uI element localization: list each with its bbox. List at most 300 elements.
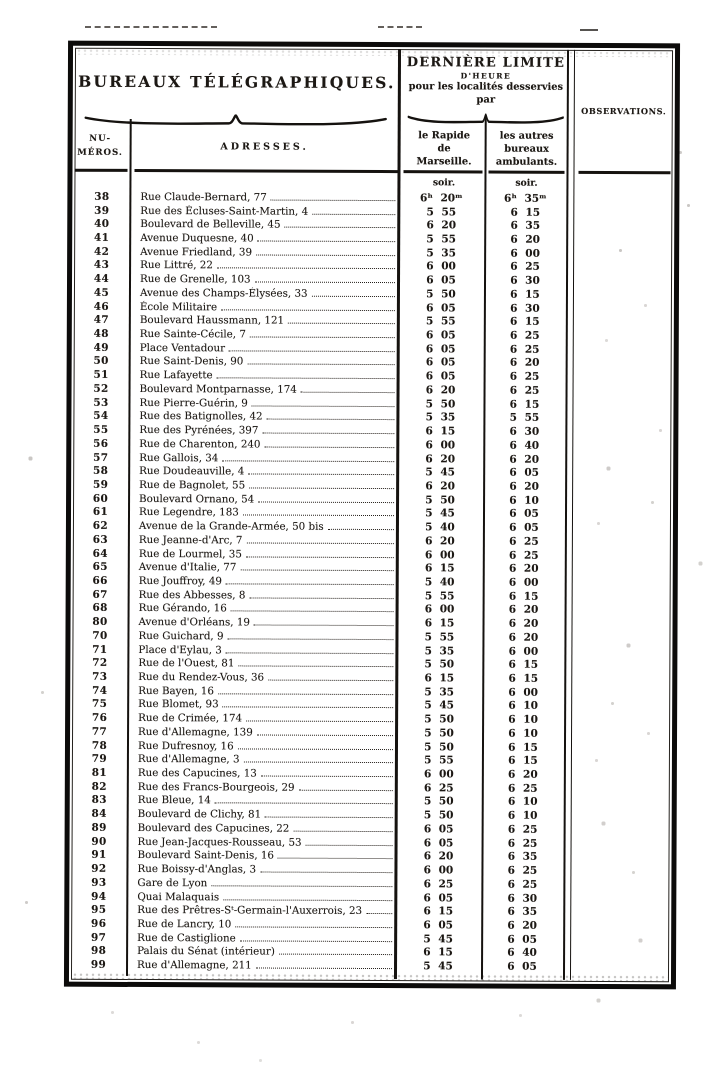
scan-worn-band-bottom: [72, 973, 668, 982]
row-address: [126, 877, 395, 890]
dotted-leader: [293, 831, 392, 832]
row-time-autres: 6ʰ 35ᵐ: [503, 192, 547, 205]
row-address-text: École Militaire: [139, 300, 218, 313]
dotted-leader: [258, 501, 394, 503]
row-number: 68: [92, 602, 108, 615]
row-number: 99: [90, 958, 107, 971]
row-time-autres: 6 00: [508, 686, 539, 699]
row-address: [126, 849, 395, 862]
row-address-text: Rue d'Allemagne, 139: [138, 725, 253, 739]
row-address: [129, 301, 398, 314]
row-address-text: Rue de Grenelle, 103: [140, 273, 251, 286]
row-address-text: Rue de Lourmel, 35: [138, 547, 242, 560]
row-address: [128, 547, 397, 560]
row-address-text: Rue Bayen, 16: [138, 684, 214, 698]
dotted-leader: [240, 940, 392, 942]
row-time-autres: 6 20: [507, 919, 538, 932]
autres-line3: ambulants.: [495, 156, 558, 168]
row-time-autres: 6 10: [509, 494, 539, 507]
row-address-text: Rue de Crimée, 174: [138, 712, 243, 725]
row-number: 44: [93, 272, 110, 286]
row-address: [129, 232, 398, 245]
row-address-text: Rue Saint-Denis, 90: [139, 355, 244, 368]
row-number: 71: [92, 643, 108, 656]
row-time-rapide: 6 15: [423, 946, 453, 959]
row-number: 93: [91, 876, 107, 889]
row-number: 82: [91, 780, 107, 793]
row-address: [128, 602, 397, 615]
row-number: 39: [94, 204, 110, 217]
brace-decoration-left: [83, 114, 389, 128]
row-address: [129, 218, 398, 231]
row-number: 55: [93, 423, 109, 436]
row-address-text: Rue Doudeauville, 4: [139, 465, 245, 478]
row-address-text: Rue de Castiglione: [137, 931, 236, 945]
row-time-autres: 6 25: [509, 343, 540, 356]
row-address: [127, 794, 396, 807]
row-address: [128, 493, 397, 506]
row-address: [128, 397, 397, 410]
row-time-rapide: 5 50: [425, 397, 456, 411]
row-address-text: Rue Jouffroy, 49: [138, 574, 222, 588]
row-number: 50: [93, 355, 109, 368]
dotted-leader: [231, 611, 394, 613]
row-time-rapide: 6 25: [423, 781, 454, 795]
row-time-autres: 6 35: [507, 905, 538, 918]
header-rule-adresses: [134, 169, 397, 173]
row-number: 95: [91, 904, 107, 917]
row-time-rapide: 5 55: [424, 631, 455, 644]
row-number: 57: [93, 451, 109, 464]
row-time-autres: 6 10: [508, 727, 538, 740]
row-time-rapide: 6 05: [426, 274, 456, 287]
row-time-autres: 6 25: [507, 782, 538, 795]
row-time-autres: 6 40: [507, 946, 537, 960]
row-number: 77: [91, 725, 108, 738]
dotted-leader: [366, 913, 392, 914]
dotted-leader: [235, 926, 392, 928]
row-number: 66: [92, 574, 108, 587]
row-address: [128, 465, 397, 478]
row-address-text: Rue Legendre, 183: [138, 506, 239, 519]
row-time-rapide: 6 05: [423, 891, 454, 904]
row-time-rapide: 6 20: [425, 452, 456, 465]
row-number: 42: [93, 245, 110, 258]
row-address: [127, 781, 396, 794]
row-time-autres: 6 15: [510, 206, 541, 219]
dotted-leader: [301, 392, 395, 393]
row-time-autres: 6 05: [509, 521, 539, 534]
dotted-leader: [211, 885, 392, 887]
rapide-line1: le Rapide: [418, 130, 471, 142]
row-time-autres: 6 25: [510, 261, 540, 274]
row-number: 89: [91, 821, 107, 834]
row-time-autres: 6 25: [509, 535, 539, 548]
header-rule-observations: [578, 171, 670, 174]
row-address: [126, 959, 395, 972]
table-body: [71, 190, 672, 975]
row-time-autres: 6 35: [510, 219, 541, 233]
row-time-rapide: 6 00: [423, 864, 454, 877]
row-address: [127, 726, 396, 739]
row-time-rapide: 5 35: [426, 246, 456, 260]
row-time-rapide: 6 20: [425, 535, 455, 548]
row-address: [129, 314, 398, 327]
row-number: 83: [91, 794, 107, 807]
dotted-leader: [244, 762, 393, 764]
row-time-autres: 6 00: [508, 576, 539, 589]
row-time-autres: 6 25: [509, 384, 540, 397]
row-address: [127, 685, 396, 698]
row-time-rapide: 6 15: [423, 905, 454, 918]
row-number: 65: [92, 561, 108, 574]
row-address-text: Boulevard Haussmann, 121: [139, 314, 285, 327]
row-number: 45: [93, 286, 110, 299]
dotted-leader: [229, 350, 395, 352]
row-address: [127, 753, 396, 766]
dotted-leader: [218, 693, 393, 695]
row-address-text: Rue Blomet, 93: [138, 698, 219, 711]
dotted-leader: [256, 254, 395, 256]
dotted-leader: [262, 433, 394, 435]
row-time-autres: 6 15: [510, 315, 540, 329]
scan-worn-band-top: [76, 49, 672, 58]
row-time-autres: 6 15: [508, 672, 539, 685]
row-address: [127, 671, 396, 684]
row-time-rapide: 6 05: [425, 342, 456, 356]
row-time-autres: 6 30: [510, 274, 540, 287]
row-number: 40: [94, 218, 110, 231]
row-address-text: Boulevard Ornano, 54: [139, 492, 255, 506]
row-time-autres: 6 25: [509, 370, 540, 383]
row-address: [128, 479, 397, 492]
derniere-limite-line4: par: [476, 94, 496, 106]
row-address-text: Boulevard de Belleville, 45: [140, 218, 281, 231]
row-address: [127, 836, 396, 849]
row-address-text: Place Ventadour: [139, 341, 226, 355]
dotted-leader: [223, 707, 394, 709]
row-time-rapide: 6 05: [425, 329, 456, 342]
row-time-rapide: 6 00: [424, 768, 454, 781]
row-time-autres: 6 15: [508, 658, 539, 672]
row-number: 96: [91, 917, 107, 930]
row-time-autres: 6 05: [507, 960, 537, 973]
column-header-observations: OBSERVATIONS.: [581, 105, 667, 117]
row-time-rapide: 5 40: [425, 521, 455, 534]
row-number: 63: [92, 533, 109, 546]
scan-dash-mark: [378, 26, 422, 28]
row-time-rapide: 5 35: [424, 644, 455, 657]
row-number: 79: [91, 753, 108, 766]
row-address-text: Avenue d'Orléans, 19: [138, 616, 250, 629]
row-number: 84: [91, 807, 107, 821]
row-address-text: Rue des Prêtres-Sᵗ-Germain-l'Auxerrois, 23: [137, 904, 363, 918]
dotted-leader: [221, 309, 395, 311]
row-address-text: Rue de Charenton, 240: [139, 437, 261, 451]
row-address: [127, 712, 396, 725]
row-number: 58: [93, 465, 109, 478]
row-time-autres: 6 30: [507, 892, 538, 905]
row-number: 70: [92, 629, 108, 642]
row-time-autres: 6 15: [508, 741, 538, 754]
scan-speckles: [0, 0, 1, 1]
row-time-autres: 6 20: [508, 562, 539, 575]
row-time-autres: 6 05: [507, 933, 537, 946]
row-time-rapide: 5 50: [424, 658, 455, 671]
dotted-leader: [279, 954, 392, 955]
row-time-autres: 6 10: [508, 713, 538, 726]
dotted-leader: [222, 460, 394, 462]
row-number: 41: [94, 231, 110, 244]
row-address-text: Rue des Capucines, 13: [137, 767, 257, 780]
row-number: 49: [93, 341, 109, 354]
row-time-rapide: 6 20: [425, 384, 456, 397]
row-time-autres: 6 25: [507, 864, 538, 877]
row-address-text: Quai Malaquais: [137, 890, 220, 903]
row-address: [126, 918, 395, 931]
row-number: 94: [91, 890, 107, 903]
row-number: 81: [91, 766, 108, 779]
row-number: 72: [92, 657, 108, 670]
row-number: 52: [93, 382, 109, 395]
row-number: 56: [93, 437, 109, 450]
row-address-text: Rue des Abbesses, 8: [138, 588, 246, 602]
row-address: [127, 808, 396, 821]
dotted-leader: [258, 241, 396, 243]
row-time-rapide: 6 05: [423, 919, 454, 932]
row-time-autres: 6 00: [510, 247, 540, 260]
row-number: 98: [90, 945, 107, 958]
header-rule-autres: [488, 171, 564, 174]
telegraph-table: [64, 41, 680, 990]
row-address: [128, 451, 397, 464]
row-number: 92: [91, 862, 107, 875]
row-address-text: Avenue Friedland, 39: [140, 245, 253, 259]
row-address-text: Avenue de la Grande-Armée, 50 bis: [138, 520, 324, 533]
row-time-autres: 6 35: [507, 850, 538, 864]
column-header-adresses: ADRESSES.: [220, 141, 309, 153]
row-time-rapide: 5 55: [426, 205, 457, 218]
row-time-rapide: 5 50: [426, 288, 456, 301]
row-time-rapide: 5 50: [424, 727, 454, 740]
row-time-autres: 6 25: [507, 837, 538, 850]
row-time-rapide: 6 15: [424, 562, 455, 575]
row-address: [129, 259, 398, 272]
row-number: 59: [92, 478, 109, 491]
row-address: [126, 890, 395, 903]
row-number: 91: [91, 849, 107, 862]
scan-smudge: [580, 29, 598, 31]
row-address: [129, 191, 398, 204]
row-number: 54: [93, 410, 109, 423]
dotted-leader: [285, 227, 396, 228]
row-address-text: Rue d'Allemagne, 3: [137, 753, 240, 766]
row-address: [129, 273, 398, 286]
row-time-rapide: 5 40: [424, 576, 455, 589]
row-address: [128, 616, 397, 629]
soir-label-rapide: soir.: [432, 177, 456, 189]
row-time-autres: 6 25: [507, 878, 538, 891]
row-time-autres: 6 20: [509, 357, 540, 370]
dotted-leader: [246, 556, 394, 558]
row-address: [129, 246, 398, 259]
derniere-limite-line3: pour les localités desservies: [408, 81, 564, 93]
dotted-leader: [306, 844, 393, 845]
row-address: [128, 424, 397, 437]
row-address: [129, 383, 398, 396]
dotted-leader: [238, 666, 393, 668]
row-time-rapide: 5 55: [426, 233, 457, 246]
dotted-leader: [271, 199, 396, 201]
row-address: [127, 657, 396, 670]
row-time-rapide: 6 15: [425, 425, 456, 438]
row-number: 61: [92, 506, 109, 519]
dotted-leader: [257, 734, 393, 736]
row-number: 75: [92, 698, 108, 711]
row-number: 73: [92, 670, 108, 683]
dotted-leader: [246, 721, 393, 723]
row-address-text: Rue Boissy-d'Anglas, 3: [137, 863, 257, 876]
dotted-leader: [252, 405, 395, 407]
row-time-autres: 6 10: [507, 796, 538, 809]
row-address: [128, 520, 397, 533]
row-number: 67: [92, 588, 108, 601]
dotted-leader: [249, 487, 394, 489]
row-address: [127, 630, 396, 643]
row-address-text: Boulevard Saint-Denis, 16: [137, 849, 275, 862]
row-address-text: Rue de Lancry, 10: [137, 917, 232, 931]
row-address-text: Place d'Eylau, 3: [138, 643, 222, 656]
row-time-rapide: 6 05: [425, 370, 456, 383]
dotted-leader: [217, 268, 395, 270]
dotted-leader: [243, 515, 394, 517]
dotted-leader: [299, 789, 393, 790]
autres-line1: les autres: [499, 130, 554, 142]
row-time-rapide: 6 00: [425, 439, 456, 452]
row-time-rapide: 6 15: [424, 672, 455, 685]
row-time-rapide: 5 45: [425, 507, 455, 520]
row-address-text: Rue des Pyrénées, 397: [139, 424, 259, 437]
row-address-text: Rue Pierre-Guérin, 9: [139, 396, 248, 410]
dotted-leader: [265, 817, 393, 819]
row-number: 90: [91, 835, 107, 848]
numeros-line1: NU-: [89, 133, 112, 144]
row-number: 46: [93, 300, 110, 313]
dotted-leader: [254, 625, 394, 627]
dotted-leader: [250, 337, 395, 339]
row-number: 51: [93, 368, 109, 382]
row-time-autres: 6 20: [508, 604, 539, 617]
row-time-autres: 6 05: [509, 507, 539, 521]
scan-dash-mark: [85, 26, 217, 28]
row-time-autres: 6 10: [507, 809, 538, 822]
row-time-rapide: 6 05: [425, 356, 456, 369]
row-address-text: Boulevard de Clichy, 81: [137, 808, 262, 821]
row-time-autres: 6 05: [509, 466, 539, 479]
row-time-rapide: 6 25: [423, 878, 454, 891]
row-address: [129, 287, 398, 300]
row-time-rapide: 5 35: [424, 685, 455, 699]
row-time-autres: 5 55: [509, 411, 540, 425]
dotted-leader: [288, 323, 395, 324]
dotted-leader: [278, 858, 393, 859]
row-address: [128, 561, 397, 574]
row-time-rapide: 6 20: [423, 850, 454, 863]
row-number: 76: [91, 711, 108, 725]
dotted-leader: [328, 529, 394, 530]
row-time-rapide: 5 55: [426, 315, 456, 328]
row-time-rapide: 6 20: [426, 219, 457, 232]
row-address-text: Rue Littré, 22: [140, 259, 213, 272]
autres-line2: bureaux: [504, 143, 549, 155]
dotted-leader: [215, 803, 393, 805]
header-derniere-limite: [404, 55, 568, 106]
row-address: [129, 355, 398, 368]
row-number: 43: [93, 259, 110, 272]
row-time-autres: 6 15: [510, 288, 540, 301]
dotted-leader: [223, 899, 392, 901]
header-rule-rapide: [403, 170, 482, 173]
row-time-rapide: 5 35: [425, 411, 456, 424]
row-number: 78: [91, 739, 108, 752]
row-address: [127, 822, 396, 835]
row-address-text: Rue Claude-Bernard, 77: [140, 190, 267, 204]
row-time-rapide: 5 50: [423, 809, 454, 822]
row-address-text: Rue Dufresnoy, 16: [137, 739, 234, 753]
row-address: [129, 328, 398, 341]
dotted-leader: [238, 748, 393, 750]
row-time-autres: 6 20: [508, 617, 539, 630]
row-address-text: Gare de Lyon: [137, 876, 208, 890]
derniere-limite-line1: DERNIÈRE LIMITE: [406, 55, 566, 71]
row-time-rapide: 6 05: [423, 836, 454, 849]
row-address: [128, 506, 397, 519]
row-address-text: Rue Sainte-Cécile, 7: [139, 328, 246, 341]
dotted-leader: [312, 296, 395, 297]
dotted-leader: [249, 597, 393, 599]
row-time-rapide: 5 50: [425, 493, 455, 507]
row-address-text: Rue Jean-Jacques-Rousseau, 53: [137, 835, 302, 849]
row-address: [128, 589, 397, 602]
dotted-leader: [226, 583, 394, 585]
row-time-rapide: 5 50: [423, 795, 454, 808]
rapide-line3: Marseille.: [416, 156, 472, 168]
row-address-text: Rue Gallois, 34: [139, 451, 219, 464]
row-time-autres: 6 25: [509, 329, 540, 342]
row-address-text: Avenue d'Italie, 77: [138, 561, 237, 574]
dotted-leader: [228, 638, 394, 640]
row-address: [128, 575, 397, 588]
row-time-rapide: 6 20: [425, 480, 455, 493]
row-address: [127, 767, 396, 780]
row-address: [126, 945, 395, 958]
row-address-text: Avenue des Champs-Élysées, 33: [139, 286, 308, 300]
derniere-limite-line2: D'HEURE: [460, 71, 512, 81]
dotted-leader: [260, 872, 392, 874]
row-address-text: Rue des Francs-Bourgeois, 29: [137, 780, 295, 794]
row-address-text: Rue de Bagnolet, 55: [139, 478, 246, 492]
row-time-autres: 6 10: [508, 700, 538, 713]
row-number: 60: [92, 492, 109, 505]
dotted-leader: [264, 446, 394, 448]
row-time-rapide: 5 45: [425, 466, 455, 479]
row-address-text: Palais du Sénat (intérieur): [137, 945, 275, 958]
row-time-rapide: 5 55: [424, 589, 455, 603]
row-time-rapide: 5 50: [424, 740, 454, 753]
dotted-leader: [312, 213, 395, 214]
row-time-rapide: 6 05: [423, 823, 454, 836]
row-address: [128, 534, 397, 547]
